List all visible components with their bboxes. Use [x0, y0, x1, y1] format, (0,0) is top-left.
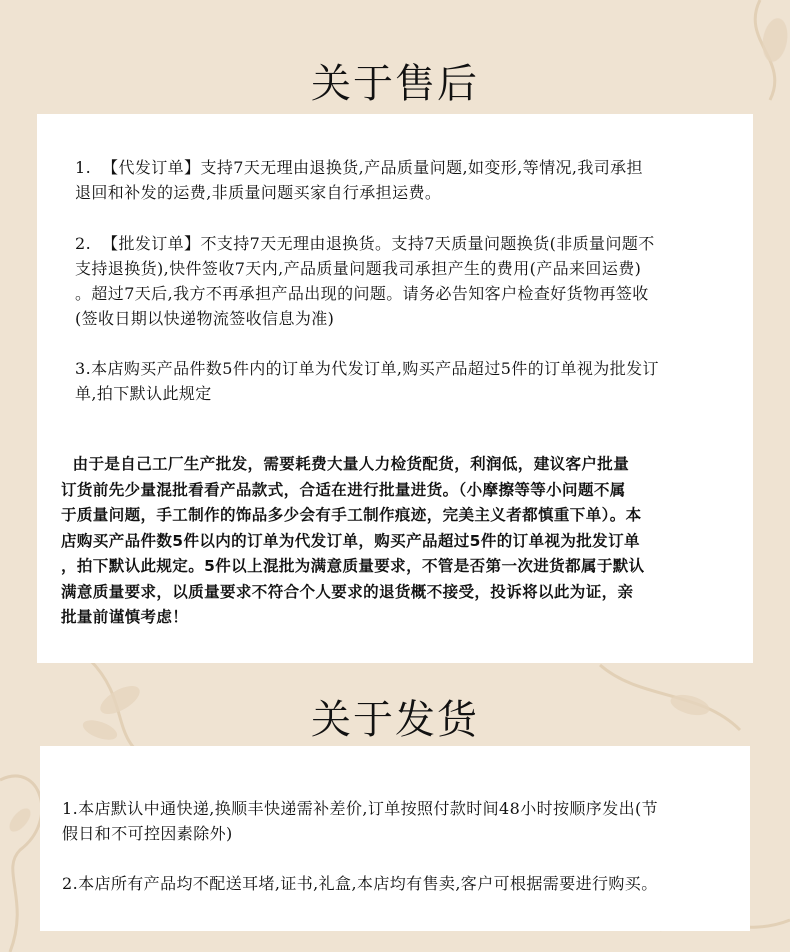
aftersales-title: 关于售后 [311, 61, 479, 107]
shipping-item-2: 2.本店所有产品均不配送耳堵,证书,礼盒,本店均有售卖,客户可根据需要进行购买。 [62, 874, 658, 893]
aftersales-item-3: 3.本店购买产品件数5件内的订单为代发订单,购买产品超过5件的订单视为批发订 单,拍下默认此规定 [75, 359, 659, 403]
aftersales-item-1: 1. 【代发订单】支持7天无理由退换货,产品质量问题,如变形,等情况,我司承担 退回和补发的运费,非质量问题买家自行承担运费。 [75, 158, 643, 202]
aftersales-card [37, 114, 753, 663]
shipping-title: 关于发货 [311, 697, 479, 743]
aftersales-notice: 由于是自己工厂生产批发，需要耗费大量人力检货配货，利润低，建议客户批量 订货前先少量混批看看产品款式，合适在进行批量进货。（小摩擦等等小问题不属 于质量问题，手工制作的饰品多少会有手工制作痕迹，完美主义者都慎重下单）。本 店购买产品件数5件以内的订单为代发订单，购买产品超过5件的订单视为批发订单 ，拍下默认此规定。5件以上混批为满意质量要求，不管是否第一次进货都属于默认 满意质量要求，以质量要求不符合个人要求的退货概不接受，投诉将以此为证，亲 批量前谨慎考虑！ [61, 455, 645, 626]
shipping-card [40, 746, 750, 931]
aftersales-item-2: 2. 【批发订单】不支持7天无理由退换货。支持7天质量问题换货(非质量问题不 支持退换货),快件签收7天内,产品质量问题我司承担产生的费用(产品来回运费) 。超过7天后,我方不再承担产品出现的问题。请务必告知客户检查好货物再签收 (签收日期以快递物流签收信息为准) [75, 234, 655, 328]
shipping-item-1: 1.本店默认中通快递,换顺丰快递需补差价,订单按照付款时间48小时按顺序发出(节 假日和不可控因素除外) [62, 799, 659, 843]
